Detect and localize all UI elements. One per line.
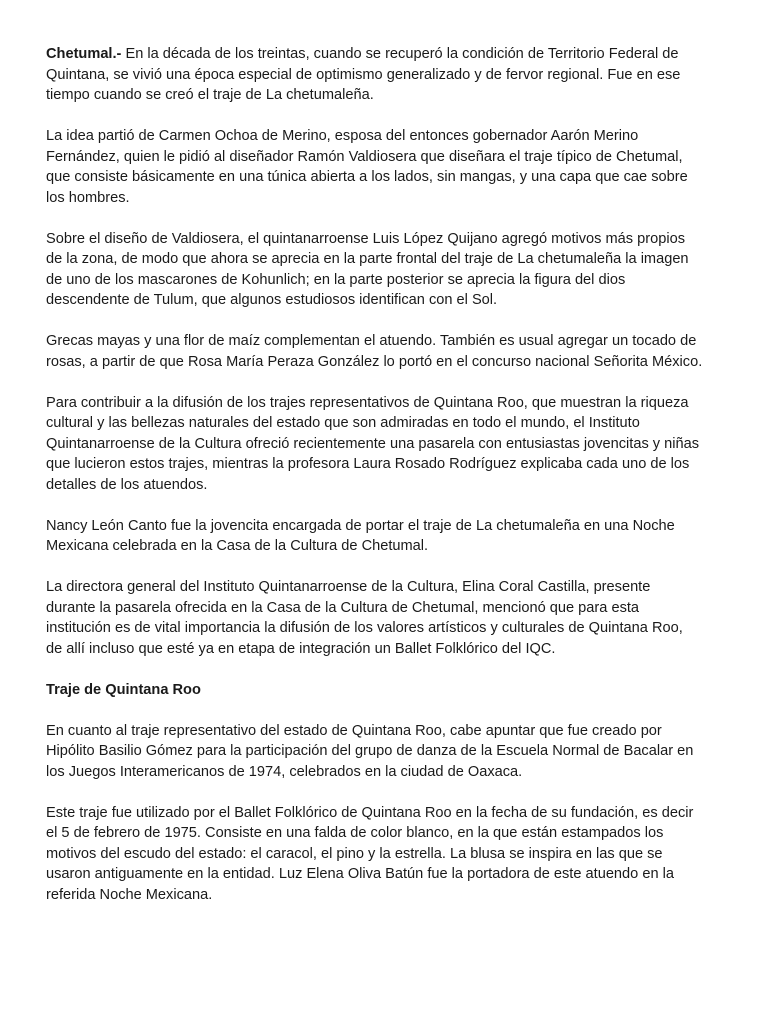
paragraph-intro (46, 44, 726, 106)
paragraph-idea: La idea partió de Carmen Ochoa de Merino, esposa del entonces gobernador Aarón Merino Fernández, quien le pidió al diseñador Ramón Valdiosera que diseñara el traje típico de Chetumal, que consiste básicamente en una túnica abierta a los lados, sin mangas, y una capa que cae sobre los hombres. (46, 128, 688, 206)
paragraph-traje-uso: Este traje fue utilizado por el Ballet Folklórico de Quintana Roo en la fecha de su fundación, es decir el 5 de febrero de 1975. Consiste en una falda de color blanco, en la que están estampados los motivos del escudo del estado: el caracol, el pino y la estrella. La blusa se inspira en las que se usaron antiguamente en la entidad. Luz Elena Oliva Batún fue la portadora de este atuendo en la referida Noche Mexicana. (46, 804, 694, 903)
paragraph-grecas: Grecas mayas y una flor de maíz complementan el atuendo. También es usual agregar un tocado de rosas, a partir de que Rosa María Peraza González lo portó en el concurso nacional Señorita México. (46, 333, 703, 370)
paragraph-difusion: Para contribuir a la difusión de los trajes representativos de Quintana Roo, que muestran la riqueza cultural y las bellezas naturales del estado que son admiradas en todo el mundo, el Instituto Quintanarroense de la Cultura ofreció recientemente una pasarela con entusiastas jovencitas y niñas que lucieron estos trajes, mientras la profesora Laura Rosado Rodríguez explicaba cada uno de los detalles de los atuendos. (46, 394, 700, 493)
paragraph-directora: La directora general del Instituto Quintanarroense de la Cultura, Elina Coral Castilla, presente durante la pasarela ofrecida en la Casa de la Cultura de Chetumal, mencionó que para esta institución es de vital importancia la difusión de los valores artísticos y culturales de Quintana Roo, de allí incluso que esté ya en etapa de integración un Ballet Folklórico del IQC. (46, 579, 683, 657)
paragraph-design: Sobre el diseño de Valdiosera, el quintanarroense Luis López Quijano agregó motivos más propios de la zona, de modo que ahora se aprecia en la parte frontal del traje de La chetumaleña la imagen de uno de los mascarones de Kohunlich; en la parte posterior se aprecia la figura del dios descendente de Tulum, que algunos estudiosos identifican con el Sol. (46, 230, 689, 308)
paragraph-traje-creacion: En cuanto al traje representativo del estado de Quintana Roo, cabe apuntar que fue creado por Hipólito Basilio Gómez para la participación del grupo de danza de la Escuela Normal de Bacalar en los Juegos Interamericanos de 1974, celebrados en la ciudad de Oaxaca. (46, 722, 694, 780)
section-heading: Traje de Quintana Roo (46, 681, 201, 698)
paragraph-nancy: Nancy León Canto fue la jovencita encargada de portar el traje de La chetumaleña en una Noche Mexicana celebrada en la Casa de la Cultura de Chetumal. (46, 517, 675, 554)
paragraph-text: En la década de los treintas, cuando se recuperó la condición de Territorio Federal de Quintana, se vivió una época especial de optimismo generalizado y de fervor regional. Fue en ese tiempo cuando se creó el traje de La chetumaleña. (46, 46, 681, 103)
document-page (46, 44, 726, 926)
dateline-lead: Chetumal.- (46, 46, 122, 62)
